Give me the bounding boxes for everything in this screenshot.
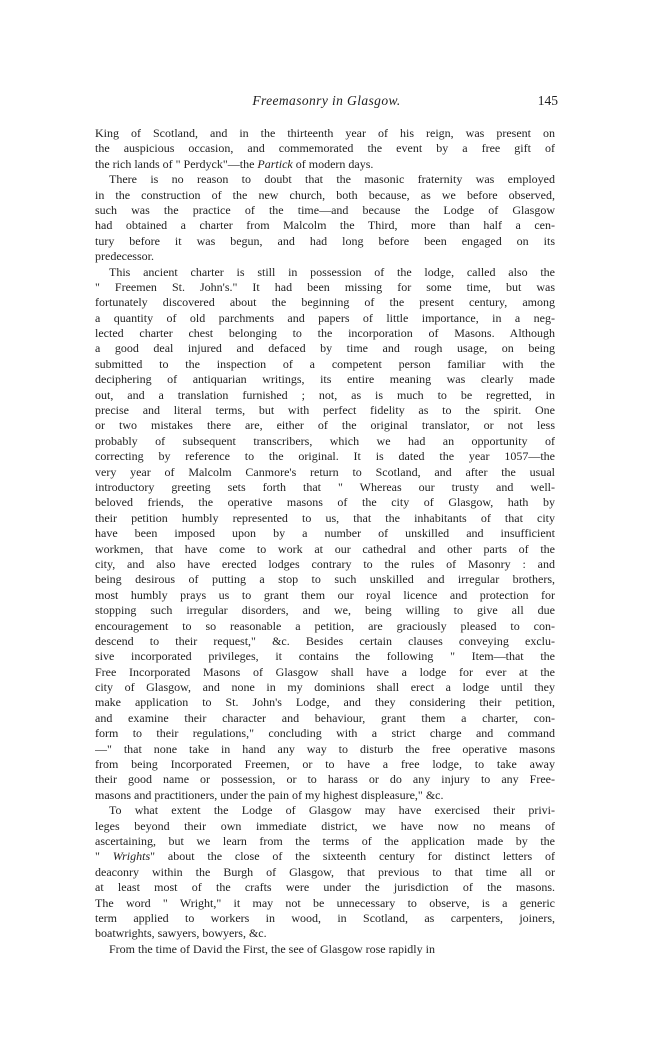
text-line: form to their regulations," concluding with a strict charge and command [95,726,555,741]
paragraph [95,126,555,172]
text-line: fortunately discovered about the beginning of the present century, among [95,295,555,310]
text-line: from being Incorporated Freemen, or to have a free lodge, to take away [95,757,555,772]
text-line: deciphering of antiquarian writings, its entire meaning was clearly made [95,372,555,387]
text-line: most humbly prays us to grant them our royal licence and protection for [95,587,555,602]
text-line: precise and literal terms, but with perfect fidelity as to the spirit. One [95,403,555,418]
text-line: a quantity of old parchments and papers of little importance, in a neg- [95,310,555,325]
page-number: 145 [537,93,558,108]
text-line: submitted to the inspection of a competent person familiar with the [95,356,555,371]
text-line: being desirous of putting a stop to such unskilled and irregular brothers, [95,572,555,587]
paragraph [95,803,555,942]
text-line: beloved friends, the operative masons of the city of Glasgow, hath by [95,495,555,510]
text-line: very year of Malcolm Canmore's return to Scotland, and after the usual [95,464,555,479]
text-line: probably of subsequent transcribers, which we had an opportunity of [95,433,555,448]
text-line: workmen, that have come to work at our cathedral and other parts of the [95,541,555,556]
text-line: masons and practitioners, under the pain of my highest displeasure," &c. [95,787,444,802]
text-line: have been imposed upon by a number of unskilled and insufficient [95,526,555,541]
text-line: such was the practice of the time—and because the Lodge of Glasgow [95,202,555,217]
text-line: their good name or possession, or to harass or do any injury to any Free- [95,772,555,787]
text-line: and examine their character and behaviour, grant them a charter, con- [95,710,555,725]
text-line: " Wrights" about the close of the sixteenth century for distinct letters of [95,849,555,864]
text-line: make application to St. John's Lodge, and they considering their petition, [95,695,555,710]
text-line: term applied to workers in wood, in Scotland, as carpenters, joiners, [95,910,555,925]
paragraph [95,265,555,804]
text-line: leges beyond their own immediate district, we have now no means of [95,818,555,833]
text-line: in the construction of the new church, both because, as we before observed, [95,187,555,202]
running-title: Freemasonry in Glasgow. [252,93,401,108]
text-line: the auspicious occasion, and commemorated the event by a free gift of [95,141,555,156]
text-line: Free Incorporated Masons of Glasgow shall have a lodge for ever at the [95,664,555,679]
page-body [95,126,555,957]
text-line: encouragement to so reasonable a petition, are graciously pleased to con- [95,618,555,633]
text-line: sive incorporated privileges, it contains the following " Item—that the [95,649,555,664]
text-line: deaconry within the Burgh of Glasgow, that previous to that time all or [95,864,555,879]
paragraph [95,172,555,264]
text-line: tury before it was begun, and had long before been engaged on its [95,233,555,248]
text-line: the rich lands of " Perdyck"—the Partick of modern days. [95,156,374,171]
text-line: out, and a translation furnished ; not, as is much to be regretted, in [95,387,555,402]
page-header [95,93,558,113]
text-line: —" that none take in hand any way to disturb the free operative masons [95,741,555,756]
text-line: their petition humbly represented to us, that the inhabitants of that city [95,510,555,525]
text-line: " Freemen St. John's." It had been missing for some time, but was [95,279,555,294]
text-line: The word " Wright," it may not be unnecessary to observe, is a generic [95,895,555,910]
text-line: city, and also have erected lodges contrary to the rules of Masonry : and [95,556,555,571]
text-line: King of Scotland, and in the thirteenth year of his reign, was present on [95,126,555,140]
text-line: city of Glasgow, and none in my dominions shall erect a lodge until they [95,680,555,695]
text-line: at least most of the crafts were under the jurisdiction of the masons. [95,880,555,895]
text-line: had obtained a charter from Malcolm the Third, more than half a cen- [95,218,555,233]
text-line: correcting by reference to the original. It is dated the year 1057—the [95,449,555,464]
text-line: There is no reason to doubt that the masonic fraternity was employed [109,172,555,187]
text-line: descend to their request," &c. Besides certain clauses conveying exclu- [95,633,555,648]
text-line: predecessor. [95,249,154,264]
text-line: ascertaining, but we learn from the terms of the application made by the [95,833,555,848]
paragraph [95,942,555,957]
text-line: lected charter chest belonging to the incorporation of Masons. Although [95,326,555,341]
text-line: To what extent the Lodge of Glasgow may have exercised their privi- [109,803,555,818]
text-line: introductory greeting sets forth that " Whereas our trusty and well- [95,479,555,494]
text-line: boatwrights, sawyers, bowyers, &c. [95,926,267,941]
text-line: From the time of David the First, the see of Glasgow rose rapidly in [109,941,435,956]
text-line: a good deal injured and defaced by time and rough usage, on being [95,341,555,356]
text-line: stopping such irregular disorders, and we, being willing to give all due [95,603,555,618]
text-line: or two mistakes there are, either of the original translator, or not less [95,418,555,433]
text-line: This ancient charter is still in possession of the lodge, called also the [109,264,555,279]
